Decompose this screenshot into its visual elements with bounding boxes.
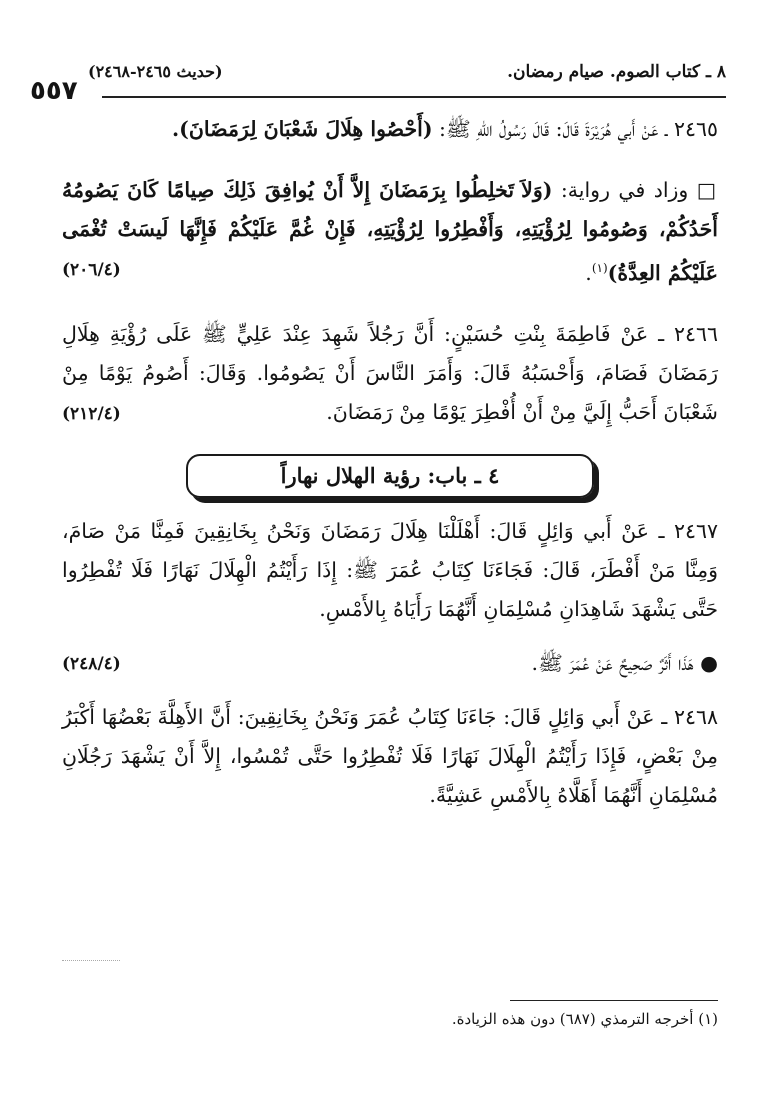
hadith-2465 bbox=[62, 110, 718, 149]
chapter-heading: ٤ ـ باب: رؤية الهلال نهاراً bbox=[186, 454, 594, 498]
footnote: (١) أخرجه الترمذي (٦٨٧) دون هذه الزيادة. bbox=[451, 1010, 718, 1028]
running-title: ٨ ـ كتاب الصوم. صيام رمضان. bbox=[507, 62, 726, 82]
hadith-range: (حديث ٢٤٦٥-٢٤٦٨) bbox=[88, 62, 223, 81]
grading-text: ● هَذَا أَثَرٌ صَحِيحٌ عَنْ عُمَرَ ﷺ. bbox=[531, 650, 718, 675]
addition-matn: (وَلاَ تَخلِطُوا بِرَمَضَانَ إِلاَّ أَنْ يُوافِقَ ذَلِكَ صِيامًا كَانَ يَصُومُهُ أَحَدُكُمْ، وَصُومُوا لِرُؤْيَتِهِ، وَأَفْطِرُوا لِرُؤْيَتِهِ، فَإِنْ غُمَّ عَلَيْكُمْ فَإِنَّهَا لَيسَتْ تُغْمَى عَلَيْكُمُ العِدَّةُ) bbox=[62, 178, 718, 285]
footnote-marker: (١) bbox=[591, 261, 608, 275]
header-rule bbox=[102, 96, 726, 98]
dotted-filler bbox=[62, 960, 120, 961]
page-header bbox=[30, 60, 726, 106]
addition-intro: □ وزاد في رواية: bbox=[552, 178, 719, 202]
page-number: ٥٥٧ bbox=[30, 76, 78, 106]
addition-end: . bbox=[585, 260, 592, 285]
hadith-2465-matn: (أَحْصُوا هِلَالَ شَعْبَانَ لِرَمَضَانَ). bbox=[172, 117, 433, 141]
grading-note bbox=[62, 643, 718, 684]
hadith-2465-intro: ٢٤٦٥ ـ عَنْ أَبي هُرَيْرَةَ قَالَ: قَالَ رَسُولُ اللهِ ﷺ: bbox=[432, 117, 718, 141]
addition-narration bbox=[62, 171, 718, 293]
hadith-2467: ٢٤٦٧ ـ عَنْ أَبي وَائِلٍ قَالَ: أَهْلَلْنَا هِلَالَ رَمَضَانَ وَنَحْنُ بِخَانِقِينَ فَمِنَّا مَنْ صَامَ، وَمِنَّا مَنْ أَفْطَرَ، قَالَ: فَجَاءَنَا كِتَابُ عُمَرَ ﷺ: إِذَا رَأَيْتُمُ الْهِلَالَ نَهَارًا فَلَا تُفْطِرُوا حَتَّى يَشْهَدَ شَاهِدَانِ مُسْلِمَانِ أَنَّهُمَا رَأَيَاهُ بِالأَمْسِ. bbox=[62, 518, 718, 621]
grading-reference: (٢٤٨/٤) bbox=[62, 653, 121, 674]
hadith-2466-reference: (٢١٢/٤) bbox=[62, 403, 121, 424]
page-body bbox=[62, 110, 718, 815]
hadith-2466-text: ٢٤٦٦ ـ عَنْ فَاطِمَةَ بِنْتِ حُسَيْنٍ: أَنَّ رَجُلاً شَهِدَ عِنْدَ عَلِيٍّ ﷺ عَلَى رُؤْيَةِ هِلَالِ رَمَضَانَ فَصَامَ، وَأَحْسَبُهُ قَالَ: وَأَمَرَ النَّاسَ أَنْ يَصُومُوا. وَقَالَ: أَصُومُ يَوْمًا مِنْ شَعْبَانَ أَحَبُّ إِلَيَّ مِنْ أَنْ أُفْطِرَ يَوْمًا مِنْ رَمَضَانَ. bbox=[62, 321, 718, 424]
addition-reference: (٢٠٦/٤) bbox=[62, 260, 121, 280]
footnote-rule bbox=[510, 1000, 718, 1001]
hadith-2466 bbox=[62, 315, 718, 432]
hadith-2468: ٢٤٦٨ ـ عَنْ أَبي وَائِلٍ قَالَ: جَاءَنَا كِتَابُ عُمَرَ وَنَحْنُ بِخَانِقِينَ: أَنَّ الأَهِلَّةَ بَعْضُهَا أَكْبَرُ مِنْ بَعْضٍ، فَإِذَا رَأَيْتُمُ الْهِلَالَ نَهَارًا فَلَا تُفْطِرُوا حَتَّى تُمْسُوا، إِلاَّ أَنْ يَشْهَدَ رَجُلَانِ مُسْلِمَانِ أَنَّهُمَا أَهَلَّاهُ بِالأَمْسِ عَشِيَّةً. bbox=[62, 704, 718, 807]
